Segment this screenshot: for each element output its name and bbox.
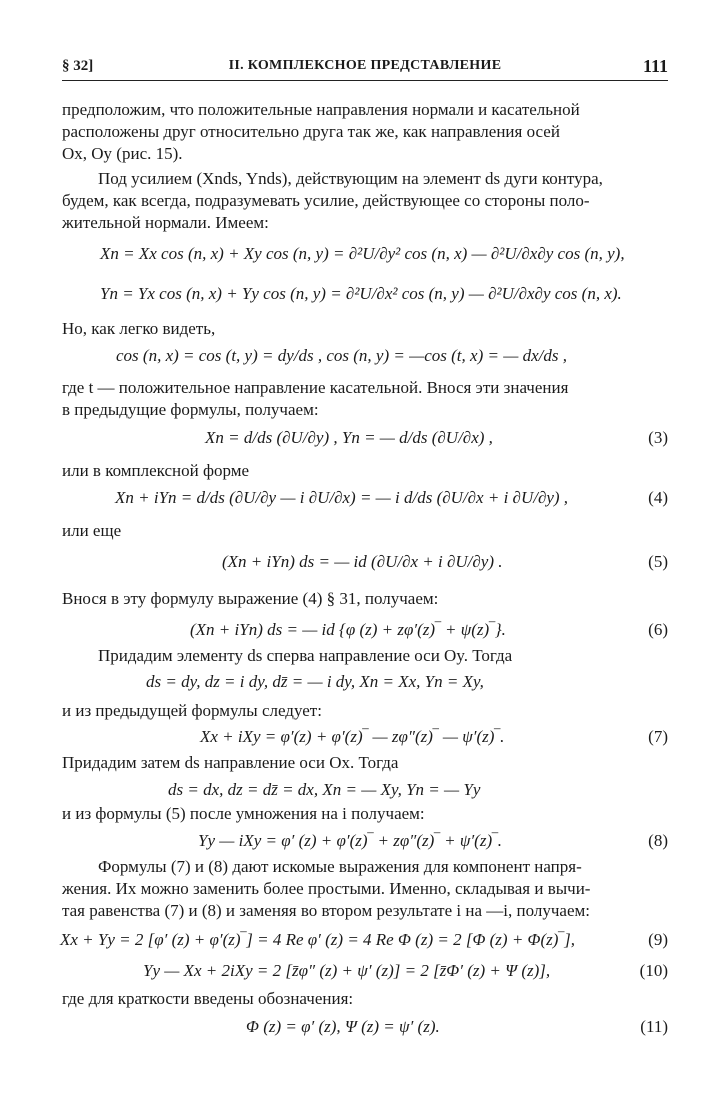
text-line: и из формулы (5) после умножения на i получаем:	[62, 804, 425, 823]
text-line: Внося в эту формулу выражение (4) § 31, получаем:	[62, 589, 439, 608]
text-line: жения. Их можно заменить более простыми. Именно, складывая и вычи-	[62, 879, 591, 898]
equation: Xn = d/ds (∂U/∂y) , Yn = — d/ds (∂U/∂x) ,	[205, 428, 493, 447]
text-line: в предыдущие формулы, получаем:	[62, 400, 319, 419]
equation-number: (4)	[648, 488, 668, 507]
section-ref: § 32]	[62, 58, 94, 74]
text-line: жительной нормали. Имеем:	[62, 213, 269, 232]
equation-number: (7)	[648, 727, 668, 746]
equation-number: (5)	[648, 552, 668, 571]
equation: Yy — Xx + 2iXy = 2 [z̄φ″ (z) + ψ′ (z)] = 2 [z̄Φ′ (z) + Ψ (z)],	[143, 961, 551, 980]
equation-number: (3)	[648, 428, 668, 447]
text-line: Ox, Oy (рис. 15).	[62, 144, 183, 163]
equation: ds = dy, dz = i dy, dz̄ = — i dy, Xn = Xx, Yn = Xy,	[146, 672, 484, 691]
equation-number: (11)	[640, 1017, 668, 1036]
equation: Φ (z) = φ′ (z), Ψ (z) = ψ′ (z).	[246, 1017, 440, 1036]
equation: Xn + iYn = d/ds (∂U/∂y — i ∂U/∂x) = — i d/ds (∂U/∂x + i ∂U/∂y) ,	[115, 488, 569, 507]
text-line: и из предыдущей формулы следует:	[62, 701, 322, 720]
equation: Xx + Yy = 2 [φ′ (z) + φ′(z)‾] = 4 Re φ′ (z) = 4 Re Φ (z) = 2 [Φ (z) + Φ(z)‾],	[60, 930, 575, 949]
text-line: будем, как всегда, подразумевать усилие, действующее со стороны поло-	[62, 191, 590, 210]
equation-number: (8)	[648, 831, 668, 850]
text-line: Но, как легко видеть,	[62, 319, 216, 338]
text-line: или в комплексной форме	[62, 461, 250, 480]
equation: ds = dx, dz = dz̄ = dx, Xn = — Xy, Yn = — Yy	[168, 780, 481, 799]
equation-number: (9)	[648, 930, 668, 949]
text-line: Под усилием (Xnds, Ynds), действующим на элемент ds дуги контура,	[98, 169, 603, 188]
equation: (Xn + iYn) ds = — id (∂U/∂x + i ∂U/∂y) .	[222, 552, 503, 571]
text-line: где для краткости введены обозначения:	[62, 989, 354, 1008]
page-number: 111	[642, 56, 668, 76]
equation: cos (n, x) = cos (t, y) = dy/ds , cos (n, y) = —cos (t, x) = — dx/ds ,	[116, 346, 567, 365]
equation: (Xn + iYn) ds = — id {φ (z) + zφ′(z)‾ + ψ(z)‾}.	[190, 620, 506, 639]
equation-number: (6)	[648, 620, 668, 639]
equation: Yn = Yx cos (n, x) + Yy cos (n, y) = ∂²U/∂x² cos (n, y) — ∂²U/∂x∂y cos (n, x).	[100, 284, 622, 303]
text-line: расположены друг относительно друга так же, как направления осей	[62, 122, 560, 141]
text-line: тая равенства (7) и (8) и заменяя во втором результате i на —i, получаем:	[62, 901, 590, 920]
running-header	[62, 56, 668, 80]
text-line: Придадим затем ds направление оси Ox. Тогда	[62, 753, 399, 772]
equation: Xx + iXy = φ′(z) + φ′(z)‾ — zφ″(z)‾ — ψ′(z)‾.	[200, 727, 505, 746]
text-line: Придадим элементу ds сперва направление оси Oy. Тогда	[98, 646, 513, 665]
text-line: Формулы (7) и (8) дают искомые выражения для компонент напря-	[98, 857, 582, 876]
equation: Yy — iXy = φ′ (z) + φ′(z)‾ + zφ″(z)‾ + ψ′(z)‾.	[198, 831, 503, 850]
text-line: где t — положительное направление касательной. Внося эти значения	[62, 378, 569, 397]
text-line: предположим, что положительные направления нормали и касательной	[62, 100, 580, 119]
header-rule	[62, 80, 668, 81]
chapter-title: II. КОМПЛЕКСНОЕ ПРЕДСТАВЛЕНИЕ	[228, 58, 502, 73]
text-line: или еще	[62, 521, 122, 540]
equation-number: (10)	[639, 961, 668, 980]
equation: Xn = Xx cos (n, x) + Xy cos (n, y) = ∂²U/∂y² cos (n, x) — ∂²U/∂x∂y cos (n, y),	[100, 244, 625, 263]
